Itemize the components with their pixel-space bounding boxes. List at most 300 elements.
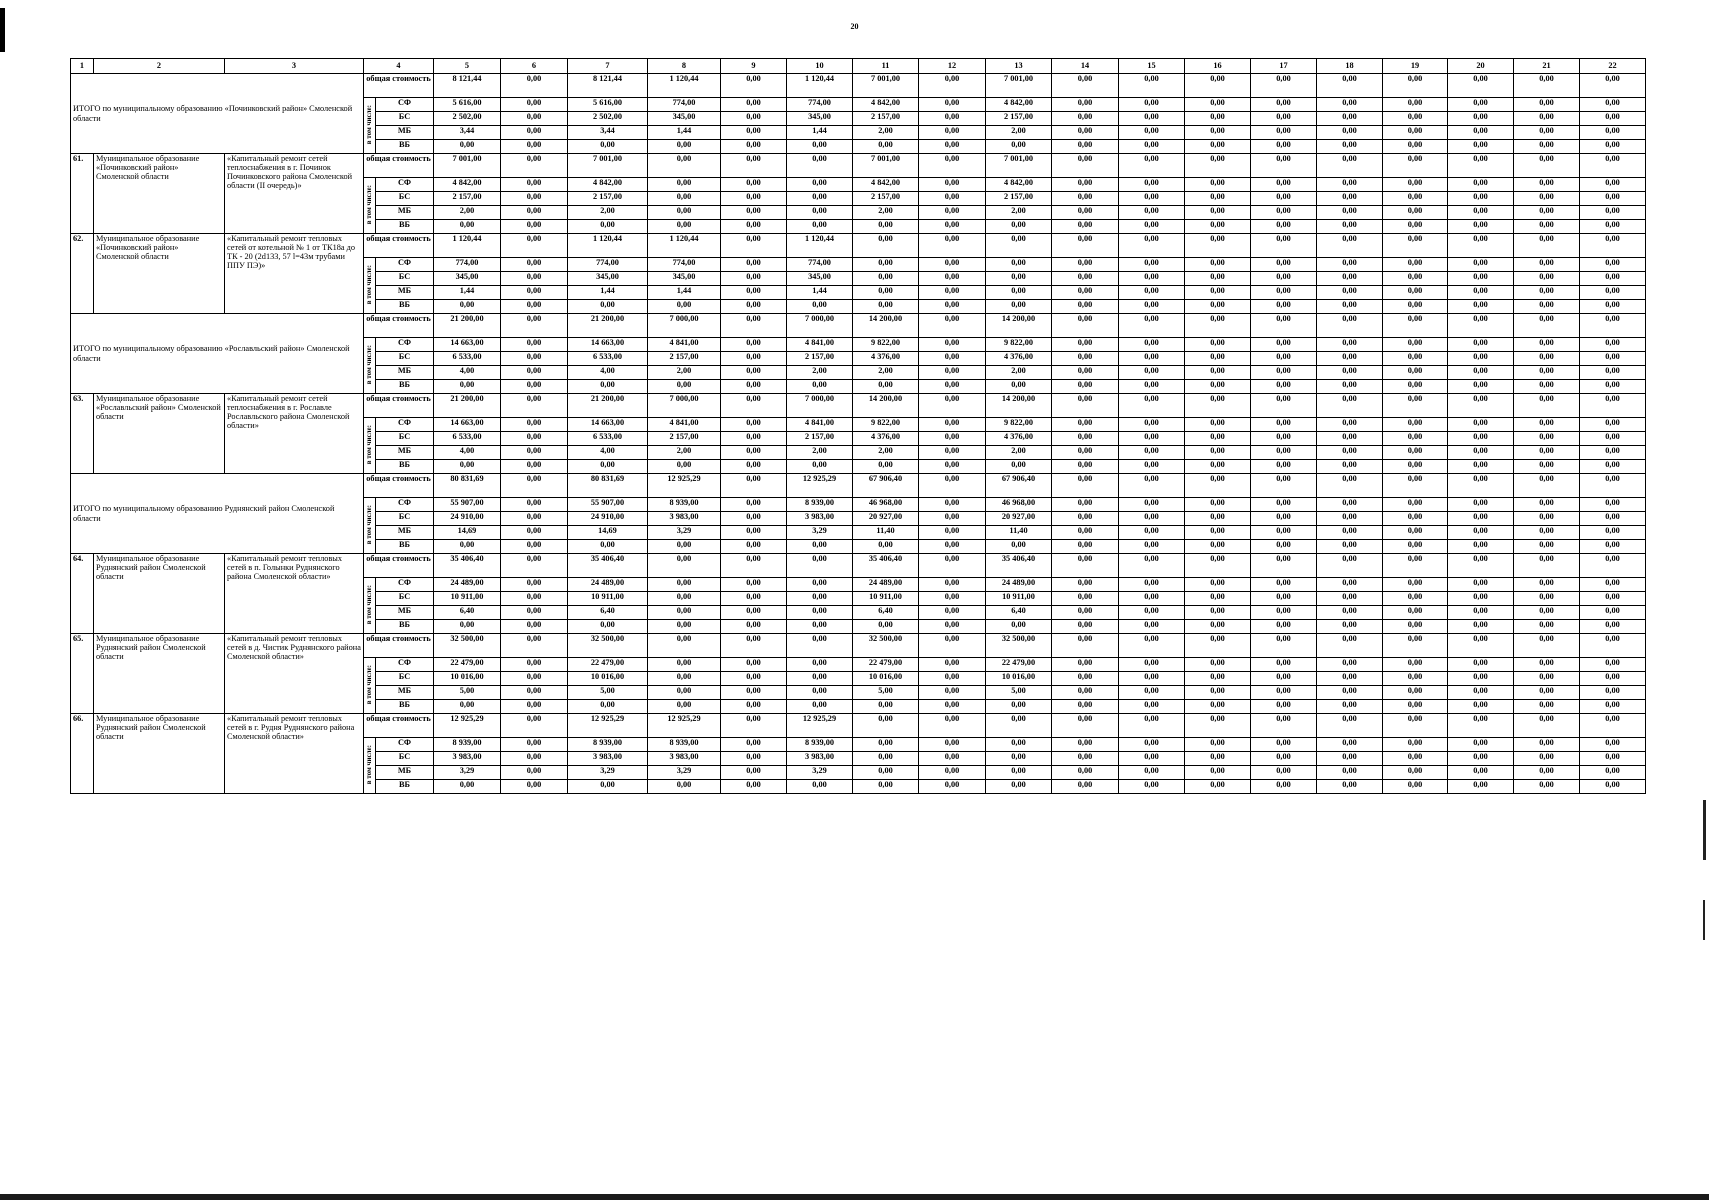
value-cell: 0,00: [1317, 498, 1383, 512]
value-cell: 0,00: [1052, 512, 1119, 526]
value-cell: 0,00: [501, 474, 568, 498]
value-cell: 0,00: [1448, 112, 1514, 126]
value-cell: 4,00: [434, 366, 501, 380]
value-cell: 7 001,00: [568, 154, 648, 178]
funding-source-label: ВБ: [376, 780, 434, 794]
value-cell: 4 376,00: [986, 352, 1052, 366]
value-cell: 0,00: [1185, 178, 1251, 192]
value-cell: 0,00: [1052, 752, 1119, 766]
funding-source-label: СФ: [376, 338, 434, 352]
value-cell: 0,00: [568, 460, 648, 474]
column-number-header: 6: [501, 59, 568, 74]
value-cell: 0,00: [1514, 366, 1580, 380]
value-cell: 0,00: [1185, 512, 1251, 526]
value-cell: 10 016,00: [568, 672, 648, 686]
value-cell: 0,00: [1119, 714, 1185, 738]
value-cell: 0,00: [1383, 258, 1448, 272]
value-cell: 14 200,00: [986, 314, 1052, 338]
value-cell: 0,00: [919, 700, 986, 714]
total-cost-label: общая стоимость: [364, 634, 434, 658]
value-cell: 35 406,40: [434, 554, 501, 578]
value-cell: 0,00: [986, 766, 1052, 780]
value-cell: 0,00: [721, 154, 787, 178]
value-cell: 0,00: [787, 672, 853, 686]
value-cell: 0,00: [919, 446, 986, 460]
value-cell: 0,00: [1580, 234, 1646, 258]
value-cell: 0,00: [501, 780, 568, 794]
value-cell: 0,00: [1448, 206, 1514, 220]
value-cell: 0,00: [1052, 380, 1119, 394]
value-cell: 0,00: [1580, 714, 1646, 738]
value-cell: 0,00: [1514, 418, 1580, 432]
value-cell: 0,00: [721, 512, 787, 526]
funding-source-label: БС: [376, 752, 434, 766]
value-cell: 0,00: [1251, 498, 1317, 512]
value-cell: 0,00: [1251, 606, 1317, 620]
value-cell: 0,00: [1448, 74, 1514, 98]
value-cell: 0,00: [986, 286, 1052, 300]
value-cell: 0,00: [434, 460, 501, 474]
value-cell: 0,00: [1580, 578, 1646, 592]
value-cell: 0,00: [1580, 686, 1646, 700]
value-cell: 0,00: [1185, 418, 1251, 432]
value-cell: 0,00: [1514, 686, 1580, 700]
value-cell: 6,40: [986, 606, 1052, 620]
value-cell: 0,00: [919, 672, 986, 686]
value-cell: 0,00: [721, 352, 787, 366]
column-number-header: 14: [1052, 59, 1119, 74]
value-cell: 0,00: [1514, 752, 1580, 766]
value-cell: 0,00: [1317, 752, 1383, 766]
value-cell: 3 983,00: [787, 512, 853, 526]
including-label-text: в том числе:: [364, 424, 373, 465]
value-cell: 0,00: [648, 592, 721, 606]
value-cell: 0,00: [919, 300, 986, 314]
value-cell: 0,00: [501, 606, 568, 620]
municipality-name: Муниципальное образование Руднянский район Смоленской области: [94, 634, 225, 714]
value-cell: 0,00: [919, 98, 986, 112]
value-cell: 0,00: [1119, 446, 1185, 460]
value-cell: 0,00: [1448, 752, 1514, 766]
value-cell: 55 907,00: [434, 498, 501, 512]
value-cell: 0,00: [1448, 606, 1514, 620]
value-cell: 0,00: [1119, 606, 1185, 620]
value-cell: 10 911,00: [853, 592, 919, 606]
value-cell: 0,00: [853, 540, 919, 554]
value-cell: 80 831,69: [568, 474, 648, 498]
column-number-header: 1: [71, 59, 94, 74]
value-cell: 0,00: [1251, 206, 1317, 220]
value-cell: 0,00: [568, 140, 648, 154]
value-cell: 0,00: [787, 192, 853, 206]
value-cell: 0,00: [1514, 98, 1580, 112]
value-cell: 0,00: [853, 460, 919, 474]
value-cell: 2 157,00: [648, 432, 721, 446]
value-cell: 774,00: [568, 258, 648, 272]
value-cell: 0,00: [721, 658, 787, 672]
value-cell: 0,00: [1383, 446, 1448, 460]
value-cell: 0,00: [568, 220, 648, 234]
value-cell: 0,00: [1251, 446, 1317, 460]
value-cell: 0,00: [501, 512, 568, 526]
value-cell: 4,00: [568, 366, 648, 380]
value-cell: 0,00: [1317, 780, 1383, 794]
value-cell: 0,00: [919, 780, 986, 794]
value-cell: 2 157,00: [986, 112, 1052, 126]
value-cell: 12 925,29: [787, 474, 853, 498]
value-cell: 6 533,00: [568, 352, 648, 366]
project-description: «Капитальный ремонт тепловых сетей от котельной № 1 от ТК18а до ТК - 20 (2d133, 57 l=43м трубами ППУ ПЭ)»: [225, 234, 364, 314]
value-cell: 0,00: [1580, 432, 1646, 446]
scan-edge-mark-right: [1703, 900, 1705, 940]
value-cell: 774,00: [787, 258, 853, 272]
total-cost-label: общая стоимость: [364, 154, 434, 178]
value-cell: 3,29: [648, 526, 721, 540]
value-cell: 7 001,00: [986, 74, 1052, 98]
value-cell: 4 842,00: [853, 178, 919, 192]
including-label: [364, 338, 376, 394]
value-cell: 0,00: [501, 620, 568, 634]
item-row: [71, 234, 1709, 258]
value-cell: 0,00: [721, 366, 787, 380]
value-cell: 0,00: [1185, 74, 1251, 98]
municipality-name: Муниципальное образование Руднянский район Смоленской области: [94, 714, 225, 794]
value-cell: 0,00: [1317, 178, 1383, 192]
value-cell: 3,29: [568, 766, 648, 780]
value-cell: 10 016,00: [434, 672, 501, 686]
value-cell: 0,00: [787, 686, 853, 700]
value-cell: 9 822,00: [986, 418, 1052, 432]
item-row: [71, 634, 1709, 658]
value-cell: 1,44: [648, 286, 721, 300]
value-cell: 0,00: [721, 272, 787, 286]
value-cell: 0,00: [1580, 380, 1646, 394]
value-cell: 20 927,00: [986, 512, 1052, 526]
funding-source-label: ВБ: [376, 700, 434, 714]
value-cell: 0,00: [1185, 578, 1251, 592]
value-cell: 0,00: [568, 620, 648, 634]
value-cell: 0,00: [721, 780, 787, 794]
value-cell: 0,00: [1119, 432, 1185, 446]
value-cell: 0,00: [1317, 300, 1383, 314]
value-cell: 0,00: [1251, 394, 1317, 418]
value-cell: 0,00: [1317, 620, 1383, 634]
value-cell: 0,00: [1052, 258, 1119, 272]
value-cell: 0,00: [1317, 352, 1383, 366]
value-cell: 0,00: [787, 620, 853, 634]
value-cell: 4 841,00: [787, 418, 853, 432]
value-cell: 0,00: [853, 220, 919, 234]
value-cell: 0,00: [1383, 286, 1448, 300]
value-cell: 8 121,44: [434, 74, 501, 98]
column-number-header: 12: [919, 59, 986, 74]
value-cell: 0,00: [1052, 338, 1119, 352]
total-title: ИТОГО по муниципальному образованию «Рославльский район» Смоленской области: [71, 314, 364, 394]
including-label-text: в том числе:: [364, 344, 373, 385]
value-cell: 0,00: [853, 286, 919, 300]
value-cell: 0,00: [1119, 272, 1185, 286]
value-cell: 0,00: [1052, 592, 1119, 606]
column-number-header: 21: [1514, 59, 1580, 74]
value-cell: 4,00: [568, 446, 648, 460]
value-cell: 0,00: [1185, 498, 1251, 512]
total-cost-label: общая стоимость: [364, 394, 434, 418]
value-cell: 21 200,00: [434, 394, 501, 418]
value-cell: 0,00: [1119, 380, 1185, 394]
column-number-header: 7: [568, 59, 648, 74]
funding-source-label: МБ: [376, 286, 434, 300]
scan-edge-bottom: [0, 1194, 1709, 1200]
value-cell: 0,00: [1052, 140, 1119, 154]
funding-source-label: СФ: [376, 98, 434, 112]
value-cell: 0,00: [1185, 98, 1251, 112]
municipality-name: Муниципальное образование «Починковский район» Смоленской области: [94, 234, 225, 314]
value-cell: 0,00: [1185, 658, 1251, 672]
value-cell: 0,00: [787, 300, 853, 314]
value-cell: 24 489,00: [986, 578, 1052, 592]
value-cell: 0,00: [1383, 714, 1448, 738]
value-cell: 0,00: [1052, 766, 1119, 780]
value-cell: 0,00: [648, 206, 721, 220]
value-cell: 0,00: [1119, 766, 1185, 780]
value-cell: 0,00: [1185, 286, 1251, 300]
value-cell: 24 489,00: [434, 578, 501, 592]
value-cell: 0,00: [1383, 498, 1448, 512]
value-cell: 0,00: [1251, 578, 1317, 592]
value-cell: 0,00: [721, 672, 787, 686]
value-cell: 8 939,00: [648, 738, 721, 752]
value-cell: 0,00: [1185, 752, 1251, 766]
value-cell: 11,40: [986, 526, 1052, 540]
value-cell: 0,00: [1251, 738, 1317, 752]
value-cell: 0,00: [1317, 140, 1383, 154]
value-cell: 0,00: [1185, 394, 1251, 418]
value-cell: 0,00: [1514, 446, 1580, 460]
value-cell: 0,00: [1514, 258, 1580, 272]
value-cell: 0,00: [1251, 234, 1317, 258]
value-cell: 0,00: [434, 140, 501, 154]
value-cell: 0,00: [1448, 418, 1514, 432]
value-cell: 0,00: [1119, 686, 1185, 700]
column-number-header: 11: [853, 59, 919, 74]
value-cell: 2 157,00: [434, 192, 501, 206]
value-cell: 0,00: [1317, 714, 1383, 738]
project-description: «Капитальный ремонт тепловых сетей в п. Голынки Руднянского района Смоленской области»: [225, 554, 364, 634]
value-cell: 8 939,00: [787, 738, 853, 752]
value-cell: 1,44: [648, 126, 721, 140]
value-cell: 0,00: [1317, 554, 1383, 578]
value-cell: 3 983,00: [648, 512, 721, 526]
value-cell: 4 376,00: [853, 352, 919, 366]
value-cell: 0,00: [1580, 258, 1646, 272]
value-cell: 3,44: [568, 126, 648, 140]
value-cell: 0,00: [1052, 74, 1119, 98]
including-label-text: в том числе:: [364, 744, 373, 785]
value-cell: 67 906,40: [986, 474, 1052, 498]
value-cell: 14 663,00: [434, 418, 501, 432]
value-cell: 3,29: [434, 766, 501, 780]
value-cell: 0,00: [1383, 338, 1448, 352]
value-cell: 0,00: [501, 460, 568, 474]
value-cell: 35 406,40: [986, 554, 1052, 578]
column-number-header: 3: [225, 59, 364, 74]
value-cell: 0,00: [1052, 178, 1119, 192]
value-cell: 0,00: [1448, 178, 1514, 192]
value-cell: 0,00: [1251, 352, 1317, 366]
value-cell: 0,00: [1317, 700, 1383, 714]
value-cell: 0,00: [1317, 512, 1383, 526]
value-cell: 0,00: [1580, 126, 1646, 140]
value-cell: 0,00: [1383, 592, 1448, 606]
value-cell: 0,00: [648, 578, 721, 592]
value-cell: 0,00: [434, 620, 501, 634]
value-cell: 0,00: [1119, 178, 1185, 192]
value-cell: 67 906,40: [853, 474, 919, 498]
column-number-header: 17: [1251, 59, 1317, 74]
item-row: [71, 394, 1709, 418]
value-cell: 0,00: [1119, 154, 1185, 178]
value-cell: 0,00: [919, 154, 986, 178]
value-cell: 0,00: [1251, 620, 1317, 634]
value-cell: 0,00: [721, 526, 787, 540]
value-cell: 0,00: [1317, 540, 1383, 554]
value-cell: 0,00: [1580, 74, 1646, 98]
value-cell: 0,00: [1514, 554, 1580, 578]
value-cell: 0,00: [1580, 98, 1646, 112]
value-cell: 0,00: [1251, 286, 1317, 300]
value-cell: 0,00: [1580, 634, 1646, 658]
value-cell: 0,00: [787, 140, 853, 154]
including-label: [364, 578, 376, 634]
including-label: [364, 738, 376, 794]
funding-source-label: БС: [376, 512, 434, 526]
value-cell: 0,00: [1185, 714, 1251, 738]
value-cell: 6,40: [568, 606, 648, 620]
value-cell: 0,00: [1251, 474, 1317, 498]
value-cell: 0,00: [1514, 700, 1580, 714]
value-cell: 0,00: [721, 766, 787, 780]
value-cell: 0,00: [1119, 658, 1185, 672]
value-cell: 5,00: [568, 686, 648, 700]
value-cell: 24 489,00: [568, 578, 648, 592]
value-cell: 0,00: [1251, 272, 1317, 286]
value-cell: 0,00: [1317, 474, 1383, 498]
value-cell: 0,00: [1317, 314, 1383, 338]
value-cell: 0,00: [1251, 714, 1317, 738]
value-cell: 0,00: [1185, 126, 1251, 140]
value-cell: 0,00: [1448, 658, 1514, 672]
value-cell: 0,00: [1119, 206, 1185, 220]
value-cell: 0,00: [919, 178, 986, 192]
item-row: [71, 714, 1709, 738]
value-cell: 10 016,00: [986, 672, 1052, 686]
value-cell: 0,00: [648, 672, 721, 686]
value-cell: 0,00: [853, 780, 919, 794]
column-number-header: 9: [721, 59, 787, 74]
value-cell: 0,00: [1052, 738, 1119, 752]
value-cell: 0,00: [721, 714, 787, 738]
value-cell: 0,00: [1185, 140, 1251, 154]
funding-source-label: МБ: [376, 206, 434, 220]
value-cell: 0,00: [1052, 98, 1119, 112]
value-cell: 14 663,00: [568, 418, 648, 432]
value-cell: 0,00: [1052, 300, 1119, 314]
total-cost-label: общая стоимость: [364, 234, 434, 258]
value-cell: 0,00: [721, 394, 787, 418]
funding-source-label: ВБ: [376, 540, 434, 554]
value-cell: 0,00: [501, 74, 568, 98]
value-cell: 0,00: [1383, 752, 1448, 766]
value-cell: 0,00: [501, 126, 568, 140]
value-cell: 0,00: [568, 540, 648, 554]
column-number-header: 19: [1383, 59, 1448, 74]
value-cell: 0,00: [1251, 766, 1317, 780]
value-cell: 2 157,00: [787, 352, 853, 366]
value-cell: 0,00: [1251, 686, 1317, 700]
value-cell: 0,00: [1119, 126, 1185, 140]
value-cell: 0,00: [1514, 526, 1580, 540]
value-cell: 10 911,00: [434, 592, 501, 606]
value-cell: 0,00: [1185, 672, 1251, 686]
value-cell: 0,00: [787, 540, 853, 554]
value-cell: 0,00: [1052, 700, 1119, 714]
funding-source-label: ВБ: [376, 380, 434, 394]
value-cell: 0,00: [986, 714, 1052, 738]
value-cell: 0,00: [1514, 352, 1580, 366]
value-cell: 22 479,00: [853, 658, 919, 672]
column-number-header: 13: [986, 59, 1052, 74]
value-cell: 3 983,00: [648, 752, 721, 766]
value-cell: 0,00: [721, 74, 787, 98]
value-cell: 0,00: [501, 366, 568, 380]
value-cell: 0,00: [1580, 700, 1646, 714]
value-cell: 0,00: [1052, 780, 1119, 794]
value-cell: 0,00: [1383, 366, 1448, 380]
value-cell: 24 489,00: [853, 578, 919, 592]
value-cell: 22 479,00: [568, 658, 648, 672]
funding-source-label: СФ: [376, 738, 434, 752]
value-cell: 0,00: [1383, 780, 1448, 794]
value-cell: 0,00: [1185, 352, 1251, 366]
value-cell: 0,00: [721, 752, 787, 766]
value-cell: 55 907,00: [568, 498, 648, 512]
value-cell: 0,00: [1185, 700, 1251, 714]
value-cell: 0,00: [1251, 338, 1317, 352]
value-cell: 0,00: [1383, 126, 1448, 140]
value-cell: 0,00: [648, 140, 721, 154]
value-cell: 0,00: [1185, 314, 1251, 338]
value-cell: 0,00: [1580, 140, 1646, 154]
value-cell: 0,00: [1251, 432, 1317, 446]
value-cell: 0,00: [501, 258, 568, 272]
value-cell: 0,00: [1448, 592, 1514, 606]
value-cell: 0,00: [1448, 98, 1514, 112]
value-cell: 0,00: [1580, 206, 1646, 220]
value-cell: 2 157,00: [853, 112, 919, 126]
value-cell: 0,00: [721, 380, 787, 394]
value-cell: 0,00: [1317, 418, 1383, 432]
value-cell: 0,00: [1580, 780, 1646, 794]
value-cell: 0,00: [986, 460, 1052, 474]
including-label-text: в том числе:: [364, 264, 373, 305]
value-cell: 10 016,00: [853, 672, 919, 686]
value-cell: 1,44: [568, 286, 648, 300]
value-cell: 0,00: [501, 286, 568, 300]
value-cell: 0,00: [1514, 766, 1580, 780]
value-cell: 2,00: [434, 206, 501, 220]
value-cell: 1 120,44: [648, 74, 721, 98]
value-cell: 0,00: [1383, 686, 1448, 700]
